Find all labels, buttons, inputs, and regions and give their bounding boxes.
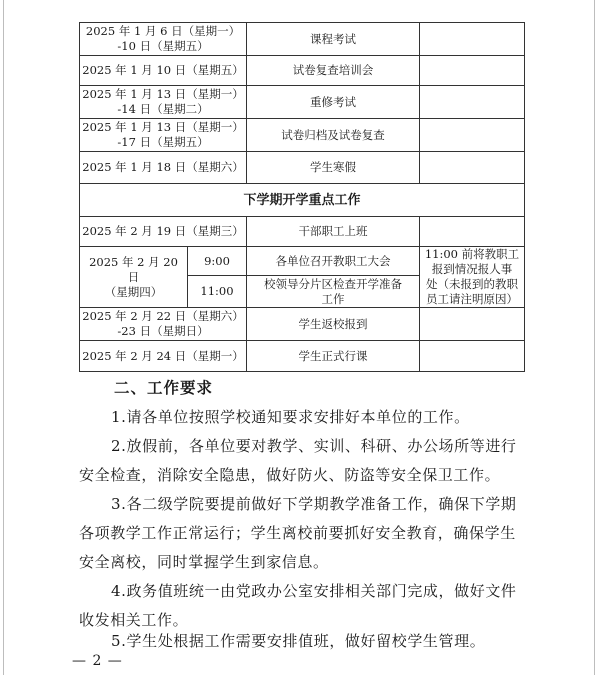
table-row [80, 247, 525, 276]
page-number: — 2 — [72, 653, 123, 669]
note-cell [420, 23, 525, 56]
time-cell: 11:00 [188, 276, 247, 308]
date-cell: 2025 年 2 月 20 日 （星期四） [80, 247, 188, 308]
date-cell: 2025 年 1 月 18 日（星期六） [80, 152, 247, 184]
item-cell: 学生寒假 [247, 152, 420, 184]
table-row [80, 86, 525, 119]
section-title-row [80, 184, 525, 217]
note-cell [420, 152, 525, 184]
time-cell: 9:00 [188, 247, 247, 276]
item-cell: 试卷归档及试卷复查 [247, 119, 420, 152]
note-cell [420, 341, 525, 372]
date-cell: 2025 年 1 月 13 日（星期一） -17 日（星期五） [80, 119, 247, 152]
table-row [80, 152, 525, 184]
item-cell: 各单位召开教职工大会 [247, 247, 420, 276]
item-cell: 校领导分片区检查开学准备 工作 [247, 276, 420, 308]
requirement-paragraph: 4.政务值班统一由党政办公室安排相关部门完成，做好文件收发相关工作。 [79, 582, 517, 629]
section-heading: 二、工作要求 [114, 379, 214, 397]
date-cell: 2025 年 1 月 6 日（星期一） -10 日（星期五） [80, 23, 247, 56]
requirement-paragraph: 1.请各单位按照学校通知要求安排好本单位的工作。 [111, 408, 470, 426]
requirement-paragraph: 3.各二级学院要提前做好下学期教学准备工作，确保下学期各项教学工作正常运行；学生离校前要抓好安全教育，确保学生安全离校，同时掌握学生到家信息。 [79, 495, 517, 571]
note-cell: 11:00 前将教职工 报到情况报人事 处（未报到的教职 员工请注明原因） [420, 247, 525, 308]
item-cell: 课程考试 [247, 23, 420, 56]
note-cell [420, 119, 525, 152]
note-cell [420, 86, 525, 119]
note-cell [420, 56, 525, 86]
table-row [80, 56, 525, 86]
table-row [80, 217, 525, 247]
date-cell: 2025 年 2 月 19 日（星期三） [80, 217, 247, 247]
table-row [80, 341, 525, 372]
item-cell: 学生返校报到 [247, 308, 420, 341]
date-cell: 2025 年 1 月 13 日（星期一） -14 日（星期二） [80, 86, 247, 119]
table-row [80, 308, 525, 341]
section-title: 下学期开学重点工作 [80, 184, 525, 217]
date-cell: 2025 年 2 月 22 日（星期六） -23 日（星期日） [80, 308, 247, 341]
schedule-table [79, 22, 525, 372]
note-cell [420, 217, 525, 247]
date-cell: 2025 年 2 月 24 日（星期一） [80, 341, 247, 372]
item-cell: 重修考试 [247, 86, 420, 119]
page-edge-right [594, 0, 595, 675]
table-row [80, 119, 525, 152]
item-cell: 学生正式行课 [247, 341, 420, 372]
date-cell: 2025 年 1 月 10 日（星期五） [80, 56, 247, 86]
note-cell [420, 308, 525, 341]
page-edge-left [3, 0, 4, 675]
requirement-paragraph: 2.放假前，各单位要对教学、实训、科研、办公场所等进行安全检查，消除安全隐患，做好防火、防盗等安全保卫工作。 [79, 437, 517, 484]
item-cell: 干部职工上班 [247, 217, 420, 247]
requirement-paragraph: 5.学生处根据工作需要安排值班，做好留校学生管理。 [111, 632, 486, 650]
item-cell: 试卷复查培训会 [247, 56, 420, 86]
table-row [80, 23, 525, 56]
